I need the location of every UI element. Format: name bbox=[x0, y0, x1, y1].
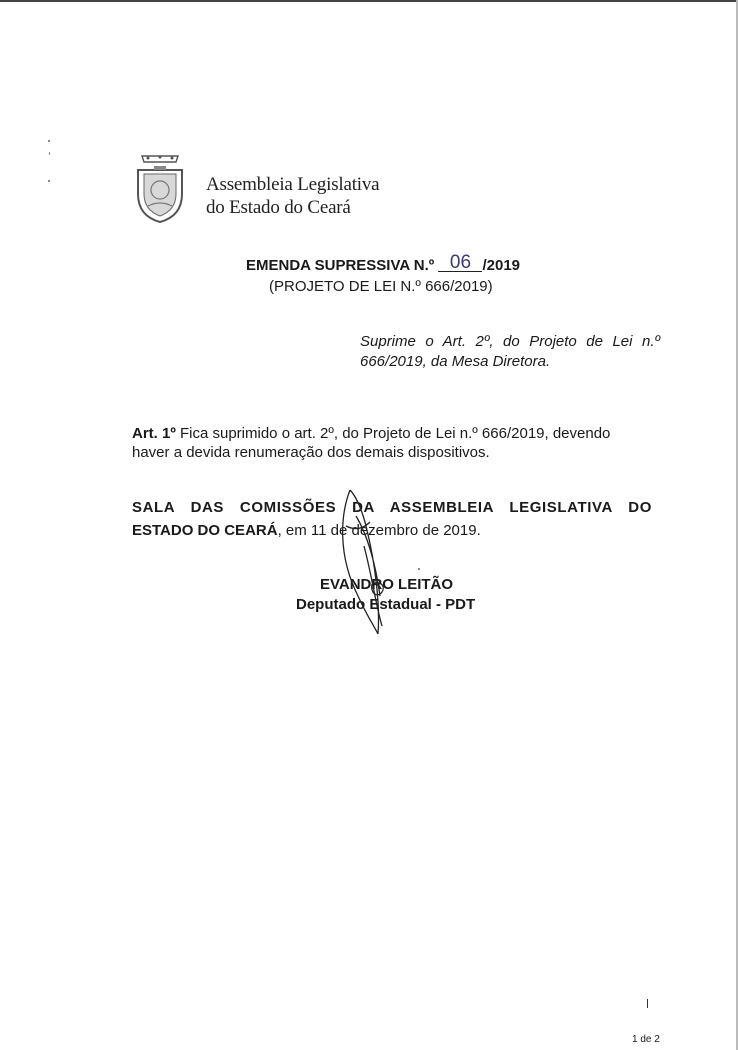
ink-dot bbox=[418, 568, 420, 570]
page-number: 1 de 2 bbox=[632, 1034, 660, 1045]
article-1 bbox=[132, 424, 652, 462]
signatory-name: EVANDRO LEITÃO bbox=[320, 576, 454, 593]
closing-line1: SALA DAS COMISSÕES DA ASSEMBLEIA LEGISLATIVA DO bbox=[132, 499, 652, 516]
scan-speck bbox=[48, 180, 50, 182]
signatory-role: Deputado Estadual - PDT bbox=[296, 596, 476, 613]
institution-line2: do Estado do Ceará bbox=[206, 197, 351, 218]
amendment-summary: Suprime o Art. 2º, do Projeto de Lei n.º 666/2019, da Mesa Diretora. bbox=[360, 333, 660, 370]
institution-line1: Assembleia Legislativa bbox=[206, 174, 380, 195]
state-coat-of-arms-icon bbox=[132, 152, 188, 226]
article-text: Fica suprimido o art. 2º, do Projeto de Lei n.º 666/2019, devendo haver a devida renumeração dos demais dispositivos. bbox=[132, 425, 611, 461]
top-border bbox=[0, 0, 738, 2]
page-mark bbox=[647, 999, 648, 1008]
amendment-title bbox=[246, 252, 521, 274]
title-suffix: /2019 bbox=[482, 257, 521, 274]
handwritten-number: 06 bbox=[438, 255, 482, 272]
scan-speck bbox=[49, 152, 50, 155]
article-label: Art. 1º bbox=[132, 425, 176, 442]
closing-date: , em 11 de dezembro de 2019. bbox=[277, 522, 481, 539]
closing-state: ESTADO DO CEARÁ bbox=[132, 522, 278, 539]
title-prefix: EMENDA SUPRESSIVA N.º bbox=[246, 257, 435, 274]
institution-name bbox=[206, 173, 379, 219]
handwritten-signature bbox=[336, 486, 406, 636]
amendment-subtitle: (PROJETO DE LEI N.º 666/2019) bbox=[269, 278, 493, 295]
scan-speck bbox=[48, 140, 50, 142]
